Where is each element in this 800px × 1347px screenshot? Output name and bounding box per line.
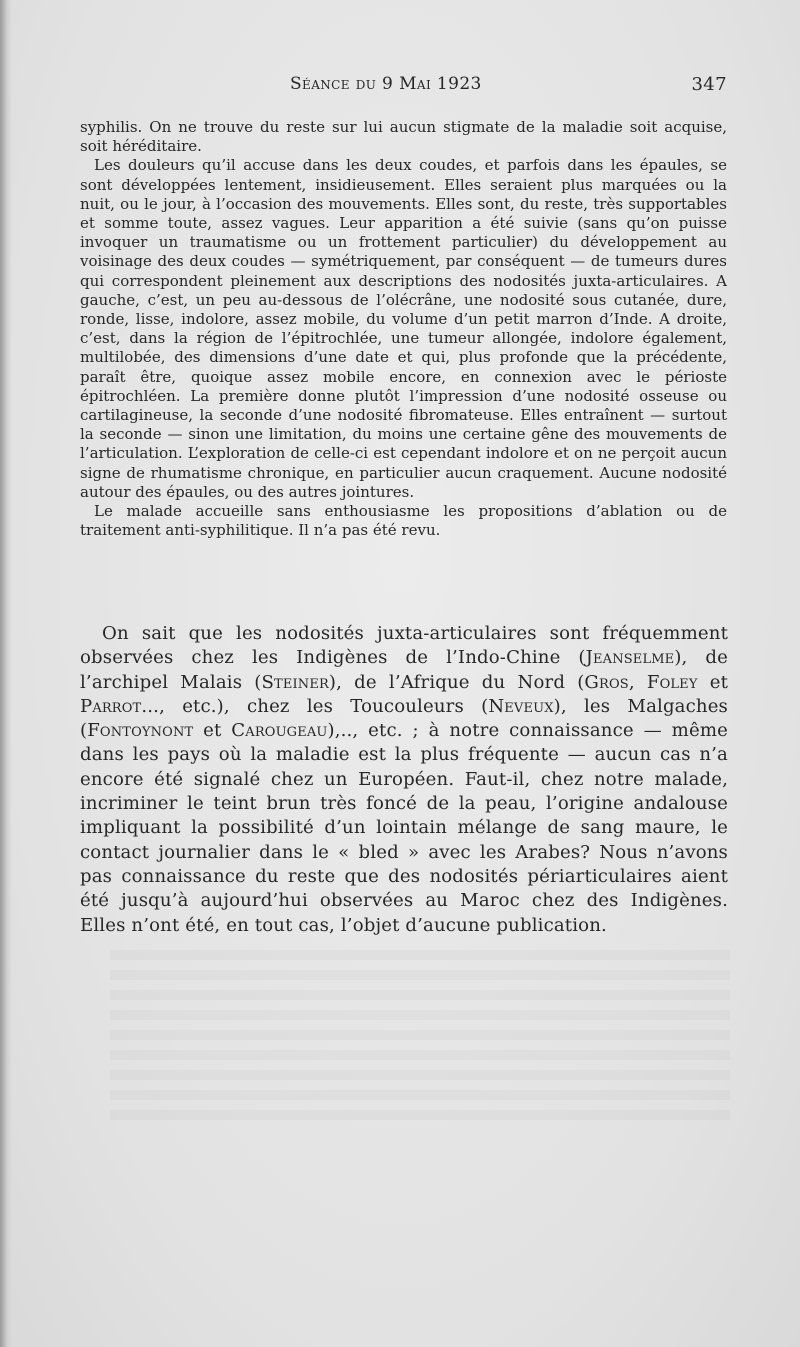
text-run: et: [193, 720, 232, 742]
page-number: 347: [691, 74, 727, 95]
text-run: et: [697, 671, 728, 693]
author-name: Steiner: [261, 671, 329, 693]
author-name: Gros: [584, 671, 629, 693]
text-run: ), de l’Afrique du Nord (: [328, 671, 585, 693]
paragraph-continuation: syphilis. On ne trouve du reste sur lui aucun stigmate de la maladie soit acquise, soit héréditaire.: [80, 118, 727, 156]
text-run: ),.., etc. ; à notre connaissance — même dans les pays où la maladie est la plus fréquente — aucun cas n’a encore été signalé chez un Européen. Faut-il, chez notre malade, incriminer le teint brun très foncé de la peau, l’origine andalouse impliquant la possibilité d’un lointain mélange de sang maure, le contact journalier dans le « bled » avec les Arabes? Nous n’avons pas connaissance du reste que des nodosités périarticulaires aient été jusqu’à aujourd’hui observées au Maroc chez des Indigènes. Elles n’ont été, en tout cas, l’objet d’aucune publication.: [80, 720, 728, 936]
text-run: On sait que les nodosités juxta-articulaires sont fréquemment observées chez les Indigènes de l’Indo-Chine (: [80, 623, 728, 669]
author-name: Jeanselme: [585, 647, 675, 669]
author-name: Neveux: [488, 695, 554, 717]
running-header: [80, 74, 730, 100]
author-name: Fontoynont: [87, 720, 194, 742]
header-title: Séance du 9 Mai 1923: [290, 74, 482, 94]
text-run: ), de l’archipel Malais (: [80, 647, 728, 693]
paragraph-outcome: Le malade accueille sans enthousiasme les propositions d’ablation ou de traitement anti-syphilitique. Il n’a pas été revu.: [80, 502, 727, 540]
paragraph-symptoms: Les douleurs qu’il accuse dans les deux coudes, et parfois dans les épaules, se sont développées lentement, insidieusement. Elles seraient plus marquées ou la nuit, ou le jour, à l’occasion des mouvements. Elles sont, du reste, très supportables et somme toute, assez vagues. Leur apparition a été suivie (sans qu’on puisse invoquer un traumatisme ou un frottement particulier) du développement au voisinage des deux coudes — symétriquement, par conséquent — de tumeurs dures qui correspondent pleinement aux descriptions des nodosités juxta-articulaires. A gauche, c’est, un peu au-dessous de l’olécrâne, une nodosité sous cutanée, dure, ronde, lisse, indolore, assez mobile, du volume d’un petit marron d’Inde. A droite, c’est, dans la région de l’épitrochlée, une tumeur allongée, indolore également, multilobée, des dimensions d’une date et qui, plus profonde que la précédente, paraît être, quoique assez mobile encore, en connexion avec le périoste épitrochléen. La première donne plutôt l’impression d’une nodosité osseuse ou cartilagineuse, la seconde d’une nodosité fibromateuse. Elles entraînent — surtout la seconde — sinon une limitation, du moins une certaine gêne des mouvements de l’articulation. L’exploration de celle-ci est cependant indolore et on ne perçoit aucun signe de rhumatisme chronique, en particulier aucun craquement. Aucune nodosité autour des épaules, ou des autres jointures.: [80, 156, 727, 501]
author-name: Parrot: [80, 695, 142, 717]
author-name: Carougeau: [231, 720, 328, 742]
page-edge-shadow: [0, 0, 12, 1347]
text-run: ,: [628, 671, 647, 693]
discussion-text: [80, 622, 728, 938]
text-run: ..., etc.), chez les Toucouleurs (: [141, 695, 489, 717]
author-name: Foley: [646, 671, 698, 693]
show-through-text: [110, 950, 730, 1120]
case-report-text: [80, 118, 727, 540]
text-run: ), les Malgaches (: [80, 695, 728, 742]
paragraph-discussion: [80, 622, 728, 938]
